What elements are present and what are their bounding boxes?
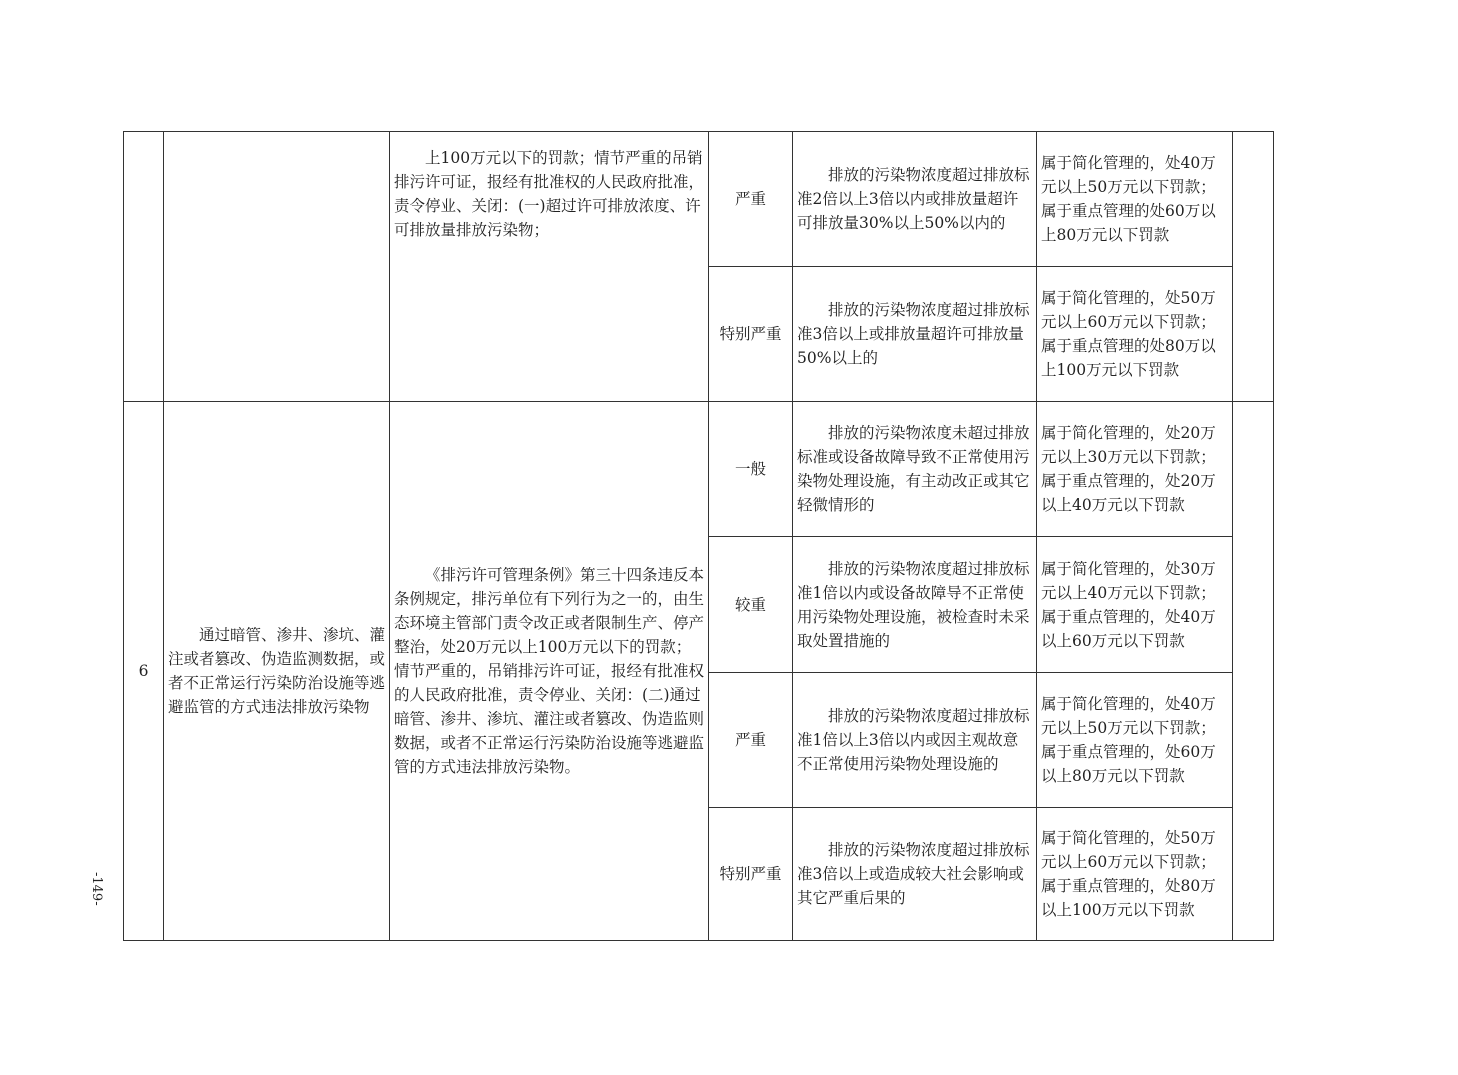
remark-cell	[1233, 402, 1274, 941]
table-row	[124, 132, 1274, 267]
table-row	[124, 402, 1274, 537]
penalty-standard-table	[123, 131, 1274, 941]
item-number-cell	[124, 132, 164, 402]
severity-level-cell: 特别严重	[709, 808, 793, 941]
circumstance-cell: 排放的污染物浓度超过排放标准3倍以上或排放量超许可排放量50%以上的	[793, 267, 1037, 402]
penalty-cell: 属于简化管理的，处50万元以上60万元以下罚款；属于重点管理的，处80万以上100万元以下罚款	[1037, 808, 1233, 941]
page-number: -149-	[89, 872, 104, 906]
penalty-cell: 属于简化管理的，处30万元以上40万元以下罚款；属于重点管理的，处40万以上60万元以下罚款	[1037, 537, 1233, 673]
penalty-cell: 属于简化管理的，处40万元以上50万元以下罚款；属于重点管理的处60万以上80万元以下罚款	[1037, 132, 1233, 267]
legal-basis-cell: 上100万元以下的罚款；情节严重的吊销排污许可证，报经有批准权的人民政府批准，责令停业、关闭：(一)超过许可排放浓度、许可排放量排放污染物；	[390, 132, 709, 402]
circumstance-cell: 排放的污染物浓度超过排放标准1倍以上3倍以内或因主观故意不正常使用污染物处理设施的	[793, 673, 1037, 808]
circumstance-cell: 排放的污染物浓度超过排放标准1倍以内或设备故障导不正常使用污染物处理设施，被检查时未采取处置措施的	[793, 537, 1037, 673]
remark-cell	[1233, 132, 1274, 402]
violation-behavior-cell: 通过暗管、渗井、渗坑、灌注或者篡改、伪造监测数据，或者不正常运行污染防治设施等逃避监管的方式违法排放污染物	[164, 402, 390, 941]
item-number-cell: 6	[124, 402, 164, 941]
severity-level-cell: 一般	[709, 402, 793, 537]
circumstance-cell: 排放的污染物浓度超过排放标准2倍以上3倍以内或排放量超许可排放量30%以上50%以内的	[793, 132, 1037, 267]
violation-behavior-cell	[164, 132, 390, 402]
penalty-cell: 属于简化管理的，处50万元以上60万元以下罚款；属于重点管理的处80万以上100万元以下罚款	[1037, 267, 1233, 402]
circumstance-cell: 排放的污染物浓度超过排放标准3倍以上或造成较大社会影响或其它严重后果的	[793, 808, 1037, 941]
severity-level-cell: 特别严重	[709, 267, 793, 402]
legal-basis-cell: 《排污许可管理条例》第三十四条违反本条例规定，排污单位有下列行为之一的，由生态环境主管部门责令改正或者限制生产、停产整治，处20万元以上100万元以下的罚款；情节严重的，吊销排污许可证，报经有批准权的人民政府批准，责令停业、关闭：(二)通过暗管、渗井、渗坑、灌注或者篡改、伪造监则数据，或者不正常运行污染防治设施等逃避监管的方式违法排放污染物。	[390, 402, 709, 941]
severity-level-cell: 严重	[709, 132, 793, 267]
circumstance-cell: 排放的污染物浓度未超过排放标准或设备故障导致不正常使用污染物处理设施，有主动改正或其它轻微情形的	[793, 402, 1037, 537]
severity-level-cell: 较重	[709, 537, 793, 673]
severity-level-cell: 严重	[709, 673, 793, 808]
penalty-cell: 属于简化管理的，处20万元以上30万元以下罚款；属于重点管理的，处20万以上40万元以下罚款	[1037, 402, 1233, 537]
penalty-cell: 属于简化管理的，处40万元以上50万元以下罚款；属于重点管理的，处60万以上80万元以下罚款	[1037, 673, 1233, 808]
